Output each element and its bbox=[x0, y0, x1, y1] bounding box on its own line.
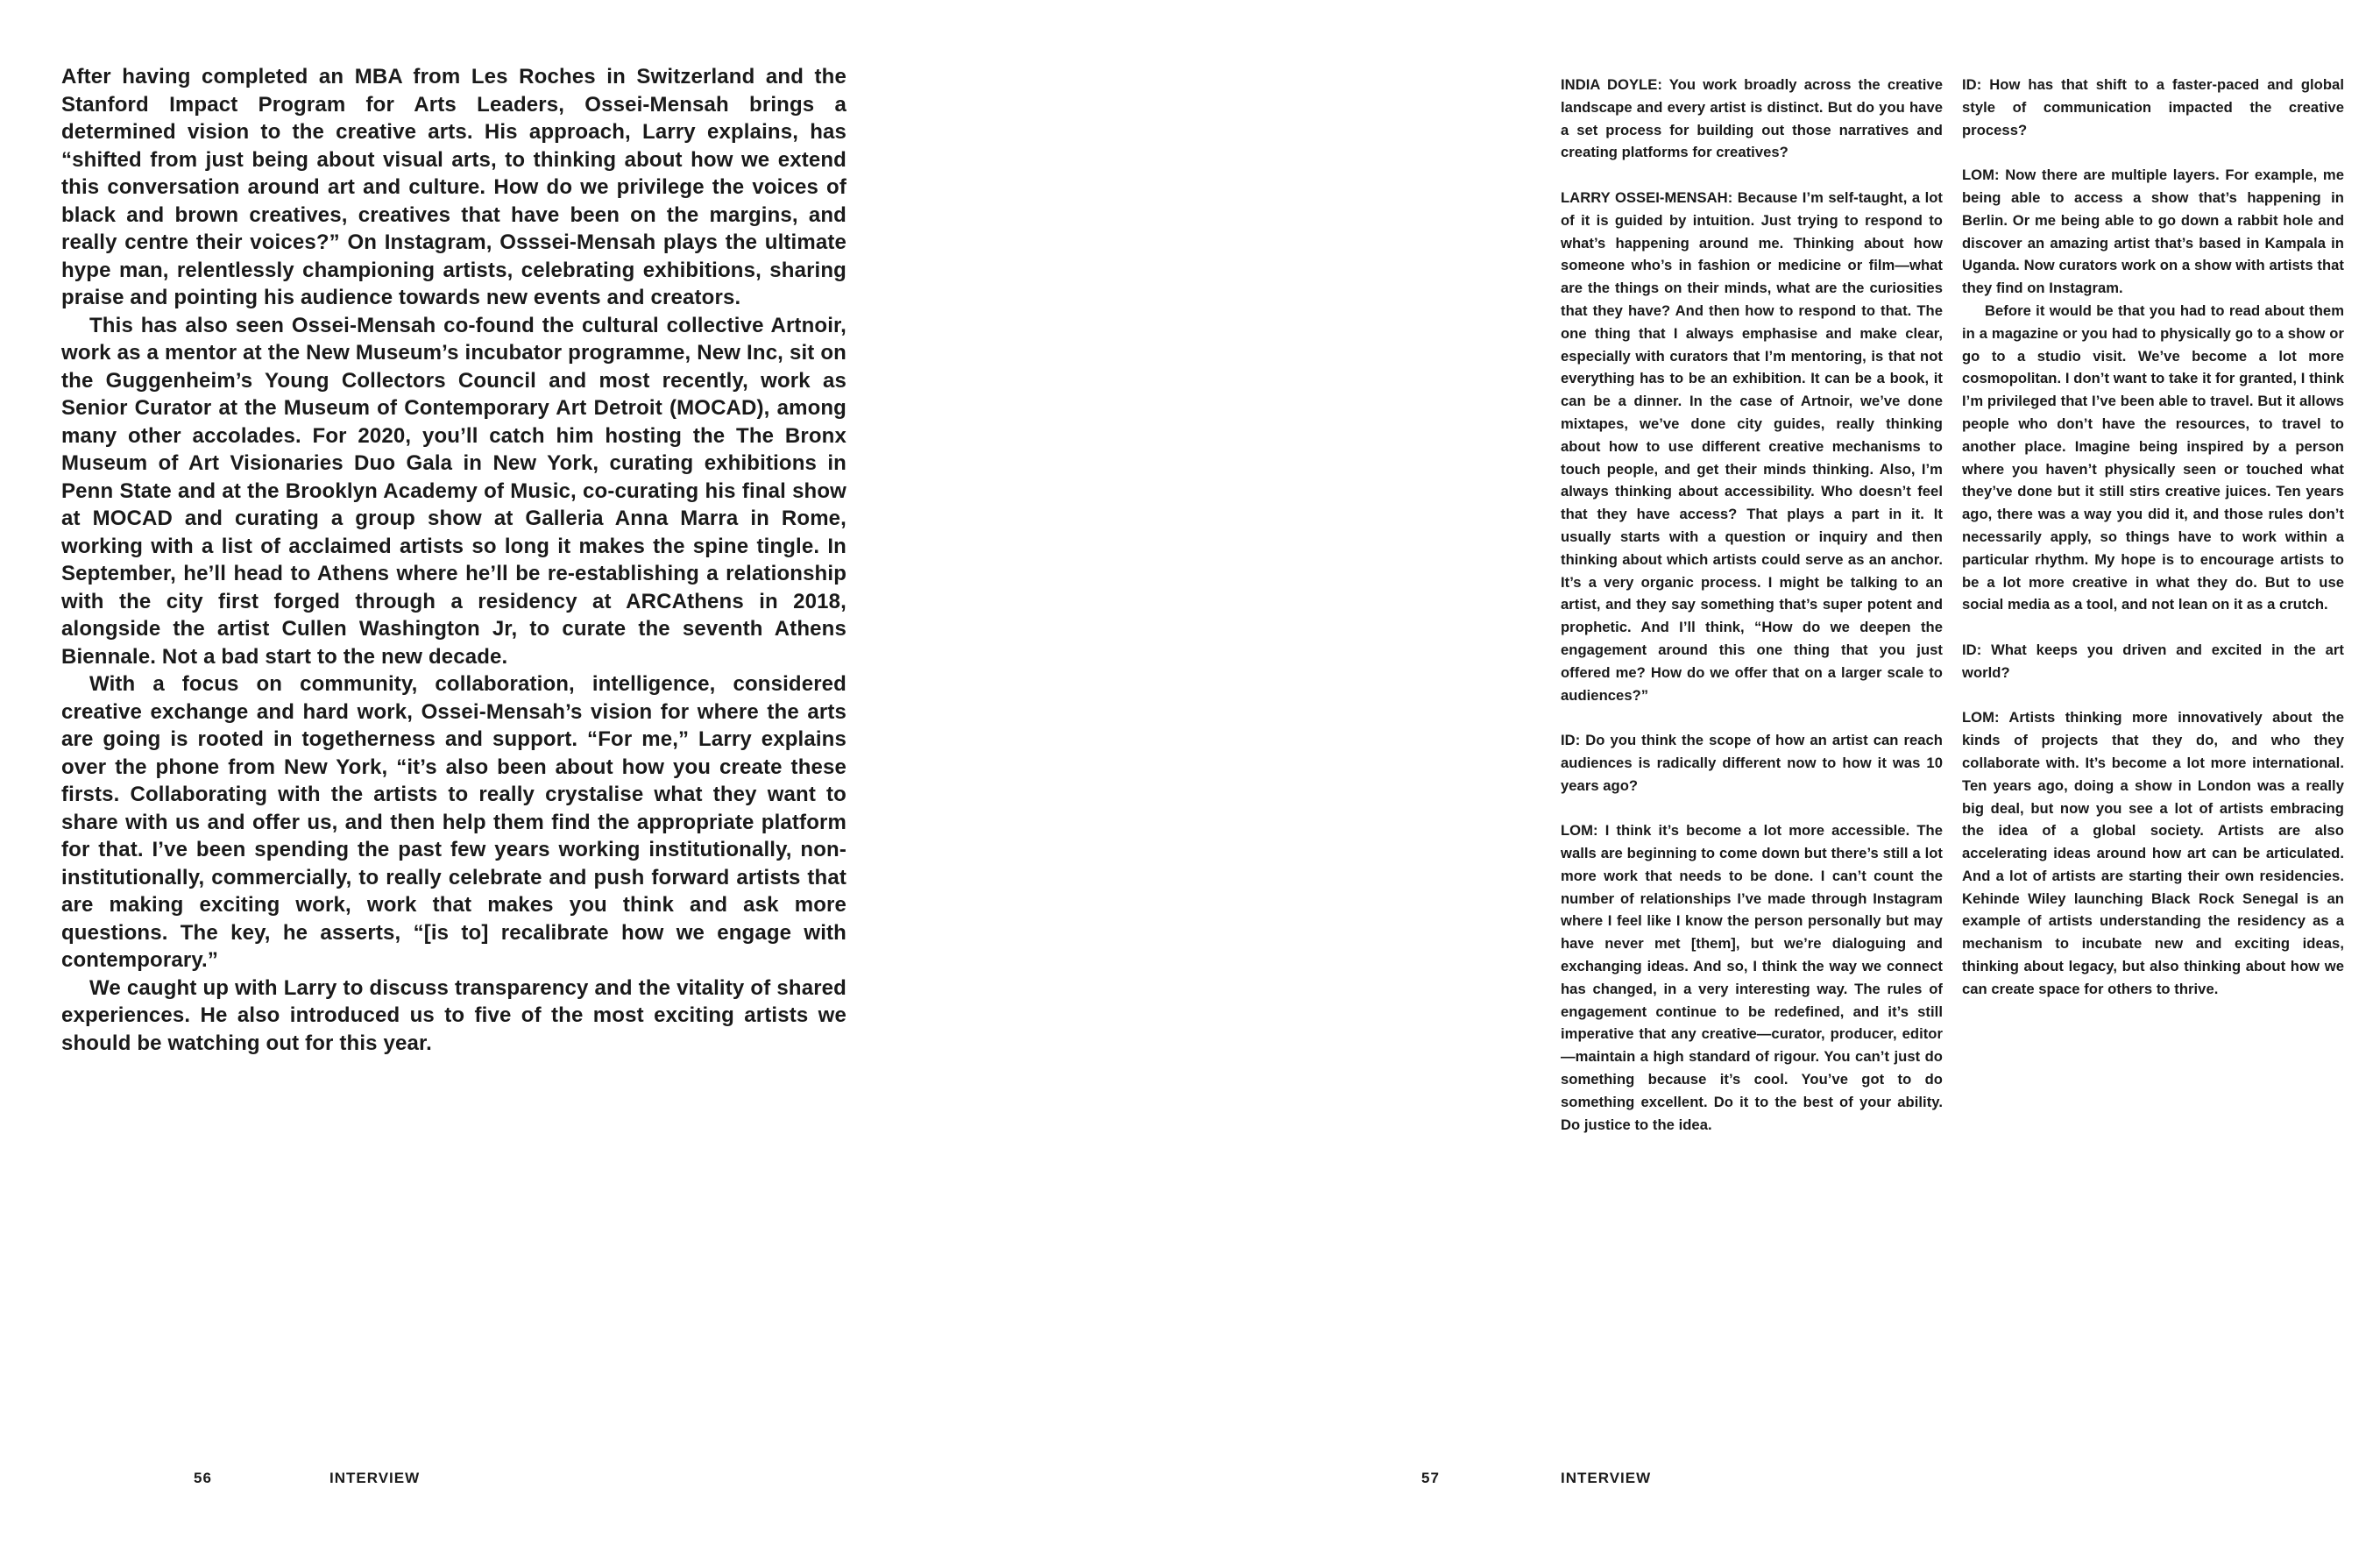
section-label: INTERVIEW bbox=[329, 1470, 421, 1486]
intro-paragraph: This has also seen Ossei-Mensah co-found the cultural collective Artnoir, work as a mentor at the New Museum’s incubator programme, New Inc, sit on the Guggenheim’s Young Collectors Council and most recently, work as Senior Curator at the Museum of Contemporary Art Detroit (MOCAD), among many other accolades. For 2020, you’ll catch him hosting the The Bronx Museum of Art Visionaries Duo Gala in New York, curating exhibitions in Penn State and at the Brooklyn Academy of Music, co-curating his final show at MOCAD and curating a group show at Galleria Anna Marra in Rome, working with a list of acclaimed artists so long it makes the spine tingle. In September, he’ll head to Athens where he’ll be re-establishing a relationship with the city first forged through a residency at ARCAthens in 2018, alongside the artist Cullen Washington Jr, to curate the seventh Athens Biennale. Not a bad start to the new decade. bbox=[61, 313, 846, 669]
interview-answer bbox=[1962, 706, 2344, 1000]
interview-question bbox=[1561, 74, 1943, 164]
intro-paragraph: We caught up with Larry to discuss transparency and the vitality of shared experiences. He also introduced us to five of the most exciting artists we should be watching out for this year. bbox=[61, 975, 846, 1055]
interview-column-right bbox=[1962, 74, 2344, 1023]
page-number: 56 bbox=[194, 1470, 212, 1486]
answer-text: LOM: I think it’s become a lot more accessible. The walls are beginning to come down but there’s still a lot more work that needs to be done. I can’t count the number of relationships I’ve made through Instagram where I feel like I know the person personally but may have never met [them], but we’re dialoguing and exchanging ideas. And so, I think the way we connect has changed, in a very interesting way. The rules of engagement continue to be redefined, and it’s still imperative that any creative—curator, producer, editor—maintain a high standard of rigour. You can’t just do something because it’s cool. You’ve got to do something excellent. Do it to the best of your ability. Do justice to the idea. bbox=[1561, 822, 1943, 1133]
question-text: INDIA DOYLE: You work broadly across the creative landscape and every artist is distinct. But do you have a set process for building out those narratives and creating platforms for creatives? bbox=[1561, 76, 1943, 161]
answer-text: LOM: Now there are multiple layers. For example, me being able to access a show that’s happening in Berlin. Or me being able to go down a rabbit hole and discover an amazing artist that’s based in Kampala in Uganda. Now curators work on a show with artists that they find on Instagram. bbox=[1962, 167, 2344, 297]
page-number: 57 bbox=[1421, 1470, 1440, 1486]
question-text: ID: Do you think the scope of how an artist can reach audiences is radically different now to how it was 10 years ago? bbox=[1561, 732, 1943, 794]
interview-question bbox=[1962, 74, 2344, 141]
intro-paragraph: After having completed an MBA from Les Roches in Switzerland and the Stanford Impact Program for Arts Leaders, Ossei-Mensah brings a determined vision to the creative arts. His approach, Larry explains, has “shifted from just being about visual arts, to thinking about how we extend this conversation around art and culture. How do we privilege the voices of black and brown creatives, creatives that have been on the margins, and really centre their voices?” On Instagram, Osssei-Mensah plays the ultimate hype man, relentlessly championing artists, celebrating exhibitions, sharing praise and pointing his audience towards new events and creators. bbox=[61, 65, 846, 309]
question-text: ID: What keeps you driven and excited in the art world? bbox=[1962, 641, 2344, 681]
intro-text bbox=[61, 63, 846, 1057]
right-page bbox=[1190, 0, 2380, 1552]
answer-text: LARRY OSSEI-MENSAH: Because I’m self-taught, a lot of it is guided by intuition. Just trying to respond to what’s happening around me. Thinking about how someone who’s in fashion or medicine or film—what are the things on their minds, what are the curiosities that they have? And then how to respond to that. The one thing that I always emphasise and make clear, especially with curators that I’m mentoring, is that not everything has to be an exhibition. It can be a book, it can be a dinner. In the case of Artnoir, we’ve done mixtapes, we’ve done city guides, really thinking about how to use different creative mechanisms to touch people, and get their minds thinking. Also, I’m always thinking about accessibility. Who doesn’t feel that they have access? That plays a part in it. It usually starts with a question or inquiry and then thinking about which artists could serve as an anchor. It’s a very organic process. I might be talking to an artist, and they say something that’s super potent and prophetic. And I’ll think, “How do we deepen the engagement around this one thing that you just offered me? How do we offer that on a larger scale to audiences?” bbox=[1561, 188, 1943, 704]
interview-question bbox=[1962, 639, 2344, 684]
question-text: ID: How has that shift to a faster-paced and global style of communication impacted the creative process? bbox=[1962, 76, 2344, 138]
intro-paragraph: With a focus on community, collaboration, intelligence, considered creative exchange and hard work, Ossei-Mensah’s vision for where the arts are going is rooted in togetherness and support. “For me,” Larry explains over the phone from New York, “it’s also been about how you create these firsts. Collaborating with the artists to really crystalise what they want to share with us and offer us, and then help them find the appropriate platform for that. I’ve been spending the past few years working institutionally, non-institutionally, commercially, to really celebrate and push forward artists that are making exciting work, work that makes you think and ask more questions. The key, he asserts, “[is to] recalibrate how we engage with contemporary.” bbox=[61, 672, 846, 972]
section-label: INTERVIEW bbox=[1561, 1470, 1652, 1486]
interview-answer bbox=[1561, 187, 1943, 706]
interview-answer bbox=[1962, 164, 2344, 616]
interview-column-left bbox=[1561, 74, 1943, 1159]
answer-text: LOM: Artists thinking more innovatively about the kinds of projects that they do, and who they collaborate with. It’s become a lot more international. Ten years ago, doing a show in London was a really big deal, but now you see a lot of artists embracing the idea of a global society. Artists are also accelerating ideas around how art can be articulated. And a lot of artists are starting their own residencies. Kehinde Wiley launching Black Rock Senegal is an example of artists understanding the residency as a mechanism to incubate new and exciting ideas, thinking about legacy, but also thinking about how we can create space for others to thrive. bbox=[1962, 709, 2344, 997]
answer-text: Before it would be that you had to read about them in a magazine or you had to physically go to a show or go to a studio visit. We’ve become a lot more cosmopolitan. I don’t want to take it for granted, I think I’m privileged that I’ve been able to travel. But it allows people who don’t have the resources, to travel to another place. Imagine being inspired by a person where you haven’t physically seen or touched what they’ve done but it still stirs creative juices. Ten years ago, there was a way you did it, and those rules don’t necessarily apply, so things have to work within a particular rhythm. My hope is to encourage artists to be a lot more creative in what they do. But to use social media as a tool, and not lean on it as a crutch. bbox=[1962, 301, 2344, 613]
interview-answer bbox=[1561, 819, 1943, 1136]
interview-question bbox=[1561, 729, 1943, 797]
